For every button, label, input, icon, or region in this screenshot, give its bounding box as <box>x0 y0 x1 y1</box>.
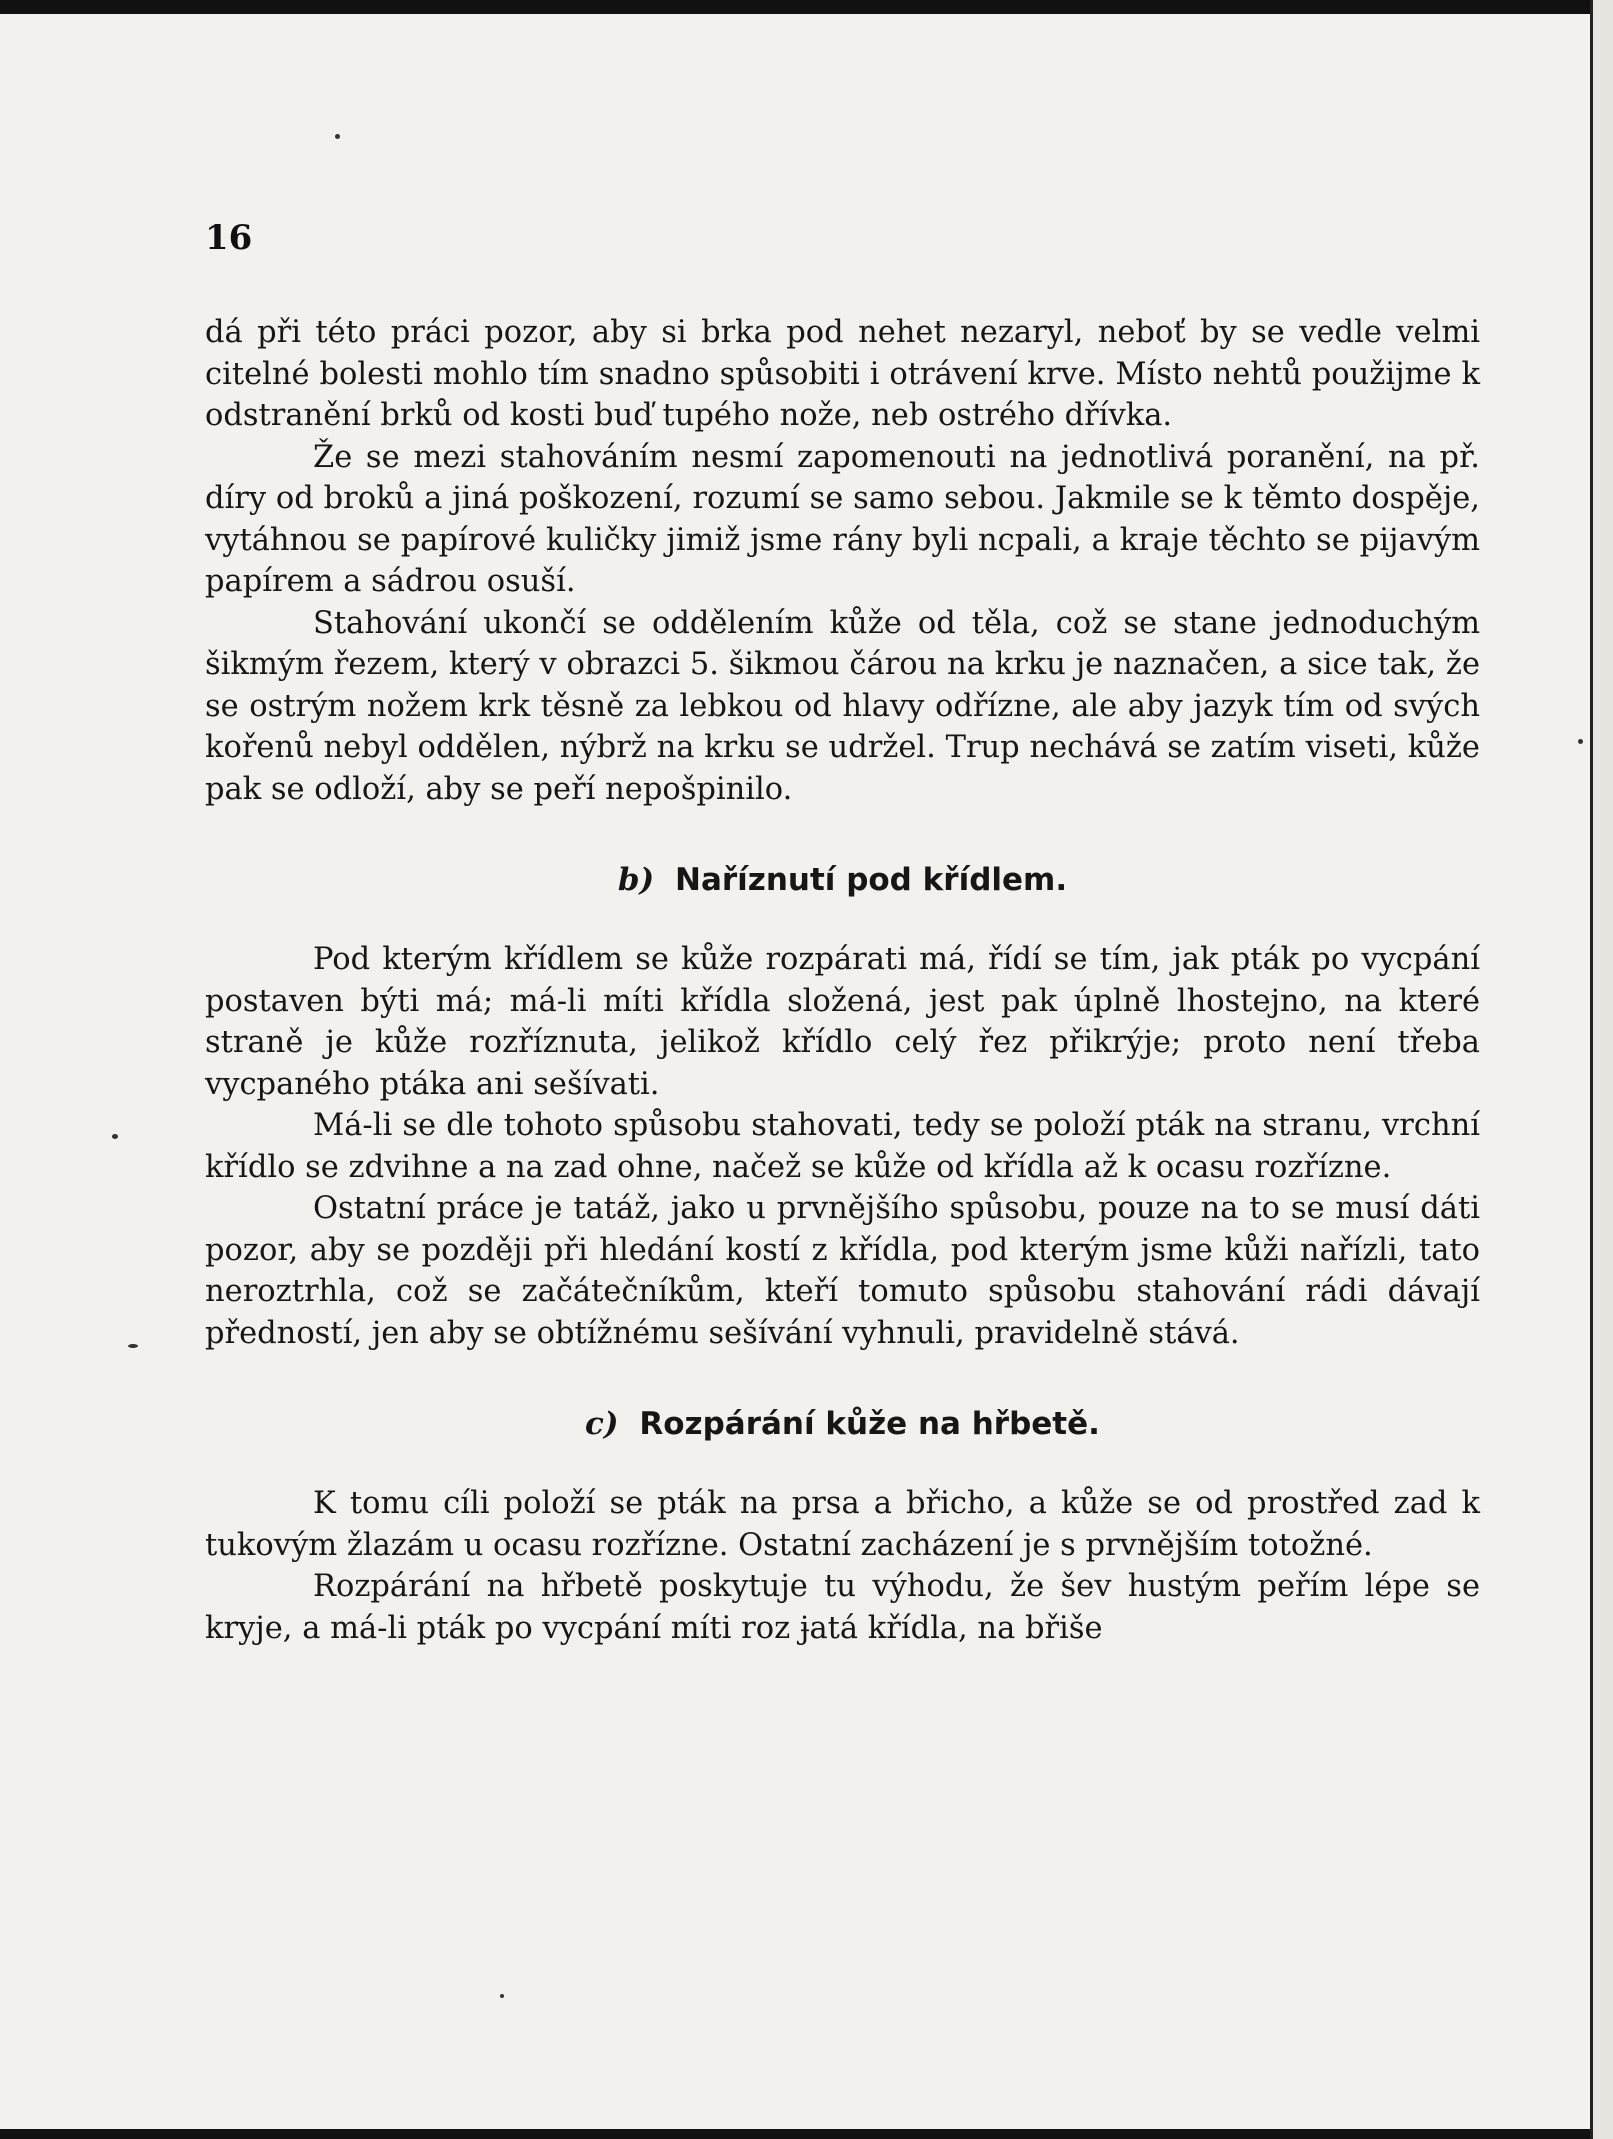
paragraph: Stahování ukončí se oddělením kůže od těla, což se stane jednoduchým šikmým řezem, který v obrazci 5. šikmou čárou na krku je naznačen, a sice tak, že se ostrým nožem krk těsně za lebkou od hlavy odřízne, ale aby jazyk tím od svých kořenů nebyl oddělen, nýbrž na krku se udržel. Trup nechává se zatím viseti, kůže pak se odloží, aby se peří nepošpinilo. <box>205 605 1480 807</box>
scan-speck <box>128 1344 138 1348</box>
section-heading-c <box>205 1403 1480 1445</box>
section-label: c) <box>585 1406 619 1442</box>
paragraph: Má-li se dle tohoto spůsobu stahovati, tedy se položí pták na stranu, vrchní křídlo se zdvihne a na zad ohne, načež se kůže od křídla až k ocasu rozřízne. <box>205 1108 1480 1185</box>
page-body <box>205 312 1480 1649</box>
paragraph: Pod kterým křídlem se kůže rozpárati má, řídí se tím, jak pták po vycpání postaven býti má; má-li míti křídla složená, jest pak úplně lhostejno, na které straně je kůže rozříznuta, jelikož křídlo celý řez přikrýje; proto není třeba vycpaného ptáka ani sešívati. <box>205 942 1480 1102</box>
section-label: b) <box>617 862 655 898</box>
paragraph: Rozpárání na hřbetě poskytuje tu výhodu, že šev hustým peřím lépe se kryje, a má-li pták po vycpání míti roz ɉatá křídla, na břiše <box>205 1569 1480 1646</box>
scan-speck <box>112 1134 118 1139</box>
scan-top-border <box>0 0 1613 14</box>
page-number: 16 <box>205 218 253 258</box>
paragraph: K tomu cíli položí se pták na prsa a břicho, a kůže se od prostřed zad k tukovým žlazám u ocasu rozřízne. Ostatní zacházení je s prvnějším totožné. <box>205 1486 1480 1563</box>
section-title: Rozpárání kůže na hřbetě. <box>639 1406 1100 1442</box>
paragraph: dá při této práci pozor, aby si brka pod nehet nezaryl, neboť by se vedle velmi citelné bolesti mohlo tím snadno spůsobiti i otrávení krve. Místo nehtů použijme k odstranění brků od kosti buď tupého nože, neb ostrého dřívka. <box>205 315 1480 433</box>
scan-speck <box>500 1994 504 1998</box>
scan-speck <box>1578 739 1583 744</box>
paragraph: Že se mezi stahováním nesmí zapomenouti na jednotlivá poranění, na př. díry od broků a jiná poškození, rozumí se samo sebou. Jakmile se k těmto dospěje, vytáhnou se papírové kuličky jimiž jsme rány byli ncpali, a kraje těchto se pijavým papírem a sádrou osuší. <box>205 439 1480 599</box>
scan-right-edge <box>1590 0 1613 2139</box>
scan-speck <box>335 134 340 139</box>
section-title: Naříznutí pod křídlem. <box>675 862 1068 898</box>
paragraph: Ostatní práce je tatáž, jako u prvnějšího spůsobu, pouze na to se musí dáti pozor, aby se později při hledání kostí z křídla, pod kterým jsme kůži nařízli, tato neroztrhla, což se začátečníkům, kteří tomuto spůsobu stahování rádi dávají předností, jen aby se obtížnému sešívání vyhnuli, pravidelně stává. <box>205 1191 1480 1351</box>
section-heading-b <box>205 859 1480 901</box>
